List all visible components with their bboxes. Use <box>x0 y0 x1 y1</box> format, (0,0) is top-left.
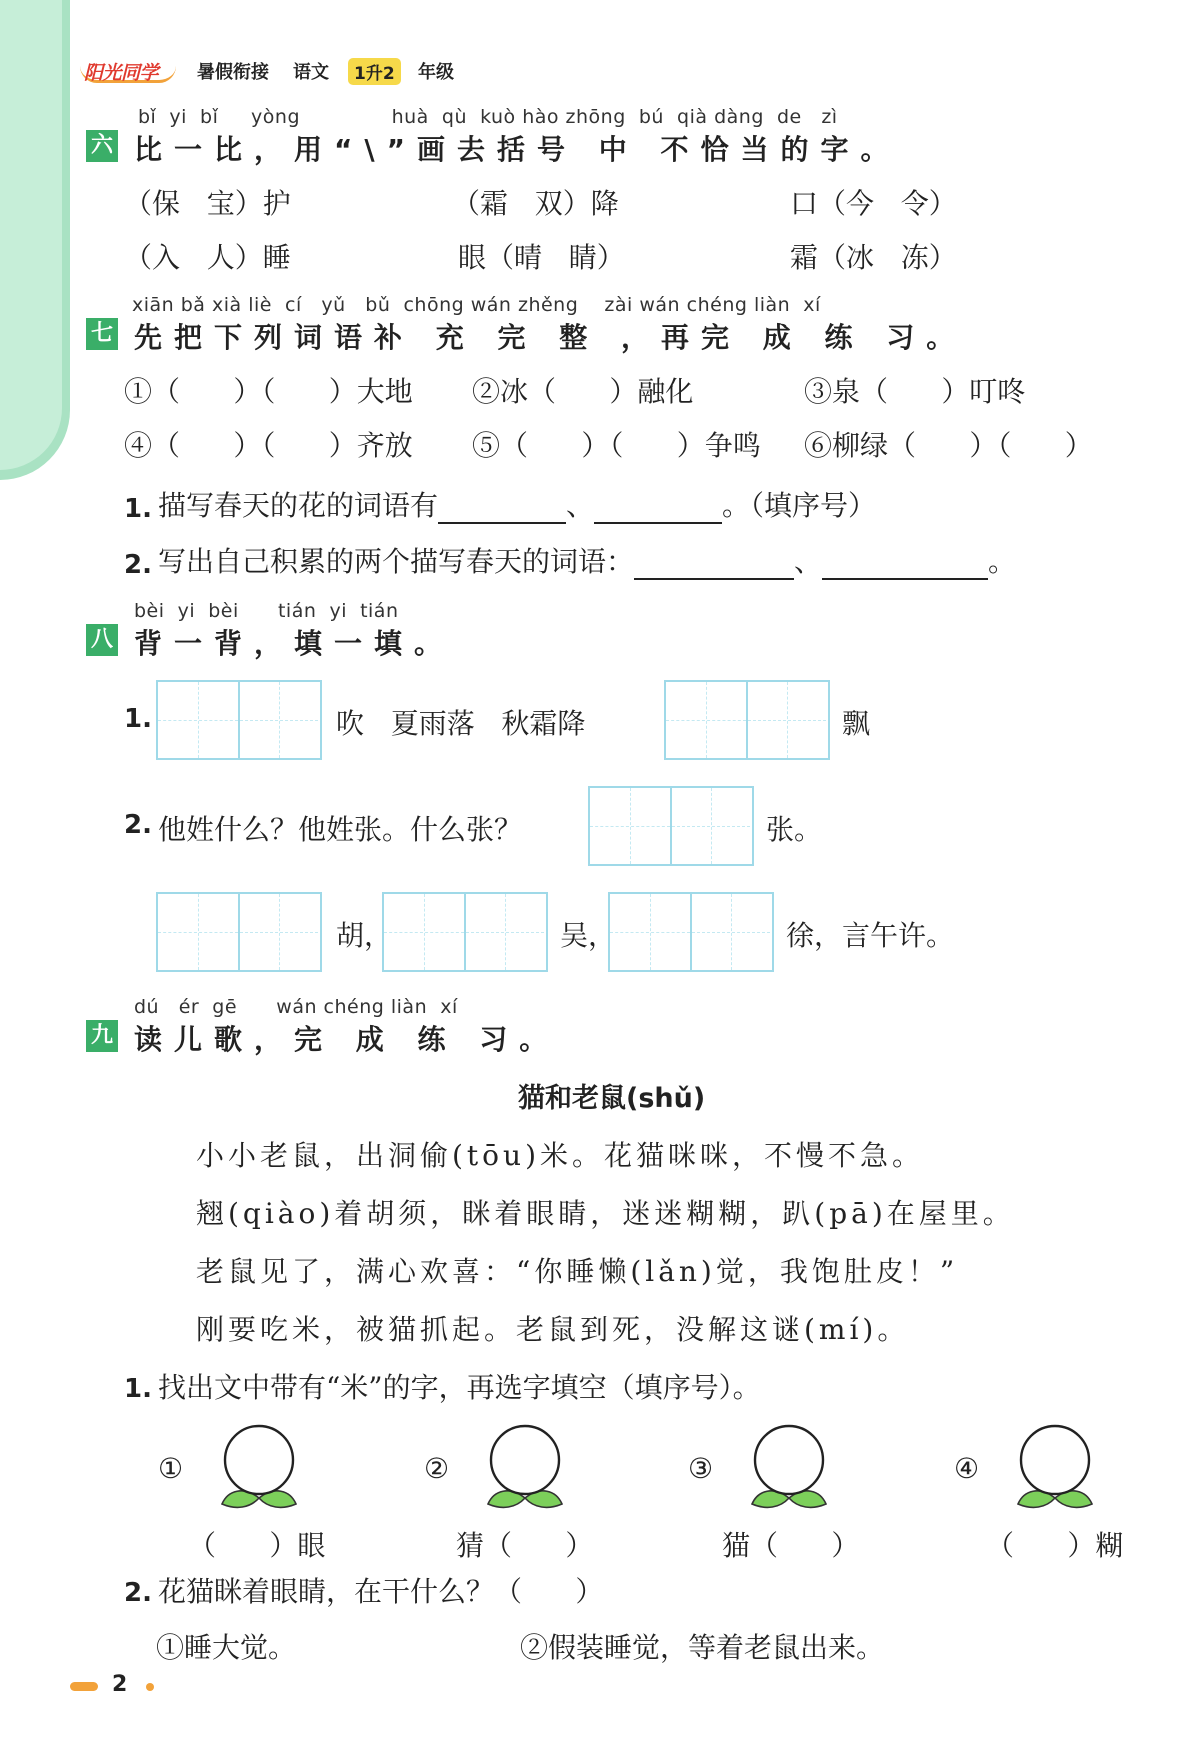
sec6-item-2: （霜 双）降 <box>452 187 619 220</box>
question-text: 写出自己积累的两个描写春天的词语： <box>157 545 634 578</box>
sec7-item-4: ④（ ）（ ）齐放 <box>124 429 413 462</box>
sec6-item-3: 口（今 令） <box>790 187 957 220</box>
sec8-title: 背一背，填一填。 <box>134 627 455 660</box>
question-number: 1. <box>124 704 152 734</box>
surname-text: 徐，言午许。 <box>786 919 955 952</box>
side-decoration-inner <box>0 0 62 470</box>
sec6-item-6: 霜（冰 冻） <box>790 241 957 274</box>
circle-number: ① <box>158 1452 184 1485</box>
tianzige-box[interactable] <box>156 892 322 972</box>
sec6-pinyin: bǐ yi bǐ yòng huà qù kuò hào zhōng bú qià dàng de zì <box>138 106 838 128</box>
answer-blank[interactable] <box>822 548 988 580</box>
grade-suffix: 年级 <box>418 62 454 83</box>
poem-line: 翘(qiào)着胡须，眯着眼睛，迷迷糊糊，趴(pā)在屋里。 <box>196 1197 1015 1230</box>
tianzige-box[interactable] <box>382 892 548 972</box>
footer-dot <box>146 1683 154 1691</box>
sec9-q2 <box>124 1570 603 1610</box>
question-suffix: 。 <box>988 545 1017 578</box>
question-text: 描写春天的花的词语有 <box>157 489 438 522</box>
question-suffix: 飘 <box>842 707 871 740</box>
answer-option[interactable]: ②假装睡觉，等着老鼠出来。 <box>520 1631 885 1664</box>
footer-bar <box>70 1682 98 1691</box>
answer-blank[interactable] <box>594 492 722 524</box>
sec7-q2 <box>124 540 1016 580</box>
question-text: 找出文中带有“米”的字，再选字填空（填序号）。 <box>157 1371 761 1404</box>
question-number: 2. <box>124 550 152 580</box>
tianzige-box[interactable] <box>664 680 830 760</box>
question-number: 2. <box>124 1578 152 1608</box>
circle-number: ② <box>424 1452 450 1485</box>
sec6-item-5: 眼（晴 睛） <box>458 241 625 274</box>
grade-badge: 1升2 <box>348 58 401 85</box>
surname-text: 胡， <box>336 919 393 952</box>
separator: 、 <box>793 545 822 578</box>
fill-item: 猜（ ） <box>456 1529 594 1562</box>
circle-number: ③ <box>688 1452 714 1485</box>
surname-text: 吴， <box>560 919 617 952</box>
flower-circle-icon[interactable] <box>744 1420 834 1520</box>
sec7-item-6: ⑥柳绿（ ）（ ） <box>804 429 1093 462</box>
tianzige-box[interactable] <box>156 680 322 760</box>
question-suffix: 。（填序号） <box>722 489 877 522</box>
page-number: 2 <box>112 1672 128 1697</box>
sec8-badge: 八 <box>86 624 118 656</box>
question-number: 1. <box>124 494 152 524</box>
sec7-q1 <box>124 484 876 524</box>
flower-circle-icon[interactable] <box>1010 1420 1100 1520</box>
flower-circle-icon[interactable] <box>214 1420 304 1520</box>
fill-item: 猫（ ） <box>722 1529 860 1562</box>
sec8-pinyin: bèi yi bèi tián yi tián <box>134 600 399 622</box>
tianzige-box[interactable] <box>588 786 754 866</box>
question-text: 他姓什么？他姓张。什么张？ <box>158 813 523 846</box>
sec7-item-5: ⑤（ ）（ ）争鸣 <box>472 429 761 462</box>
answer-blank[interactable] <box>438 492 566 524</box>
sec6-title: 比一比，用“\”画去括号 中 不恰当的字。 <box>134 133 901 166</box>
sec7-pinyin: xiān bǎ xià liè cí yǔ bǔ chōng wán zhěng zài wán chéng liàn xí <box>132 294 821 316</box>
sec7-badge: 七 <box>86 318 118 350</box>
question-suffix: 张。 <box>766 813 823 846</box>
sec6-badge: 六 <box>86 130 118 162</box>
separator: 、 <box>565 489 594 522</box>
sec9-badge: 九 <box>86 1020 118 1052</box>
sec6-item-4: （入 人）睡 <box>124 241 291 274</box>
sec9-pinyin: dú ér gē wán chéng liàn xí <box>134 996 458 1018</box>
answer-blank[interactable] <box>634 548 794 580</box>
series-name: 暑假衔接 <box>197 62 269 83</box>
flower-row <box>158 1420 1158 1520</box>
poem-line: 刚要吃米，被猫抓起。老鼠到死，没解这谜(mí)。 <box>196 1313 910 1346</box>
poem-title: 猫和老鼠(shǔ) <box>518 1083 706 1114</box>
tianzige-box[interactable] <box>608 892 774 972</box>
brand-logo: 阳光同学 <box>84 63 159 84</box>
answer-option[interactable]: ①睡大觉。 <box>156 1631 297 1664</box>
sec7-item-1: ①（ ）（ ）大地 <box>124 375 413 408</box>
sec9-q1 <box>124 1366 761 1406</box>
poem-line: 小小老鼠，出洞偷(tōu)米。花猫咪咪，不慢不急。 <box>196 1139 924 1172</box>
sec7-item-3: ③泉（ ）叮咚 <box>804 375 1026 408</box>
sec9-title: 读儿歌，完 成 练 习。 <box>134 1023 560 1056</box>
sec6-item-1: （保 宝）护 <box>124 187 291 220</box>
question-number: 1. <box>124 1374 152 1404</box>
circle-number: ④ <box>954 1452 980 1485</box>
flower-circle-icon[interactable] <box>480 1420 570 1520</box>
fill-item: （ ）眼 <box>188 1529 326 1562</box>
poem-line: 老鼠见了，满心欢喜：“你睡懒(lǎn)觉，我饱肚皮！” <box>196 1255 959 1288</box>
sec7-item-2: ②冰（ ）融化 <box>472 375 694 408</box>
question-text: 花猫眯着眼睛，在干什么？（ ） <box>157 1575 604 1608</box>
question-text: 吹 夏雨落 秋霜降 <box>336 707 586 740</box>
subject-name: 语文 <box>293 62 329 83</box>
question-number: 2. <box>124 810 152 840</box>
fill-item: （ ）糊 <box>986 1529 1124 1562</box>
sec7-title: 先把下列词语补 充 完 整 ，再完 成 练 习。 <box>134 321 967 354</box>
